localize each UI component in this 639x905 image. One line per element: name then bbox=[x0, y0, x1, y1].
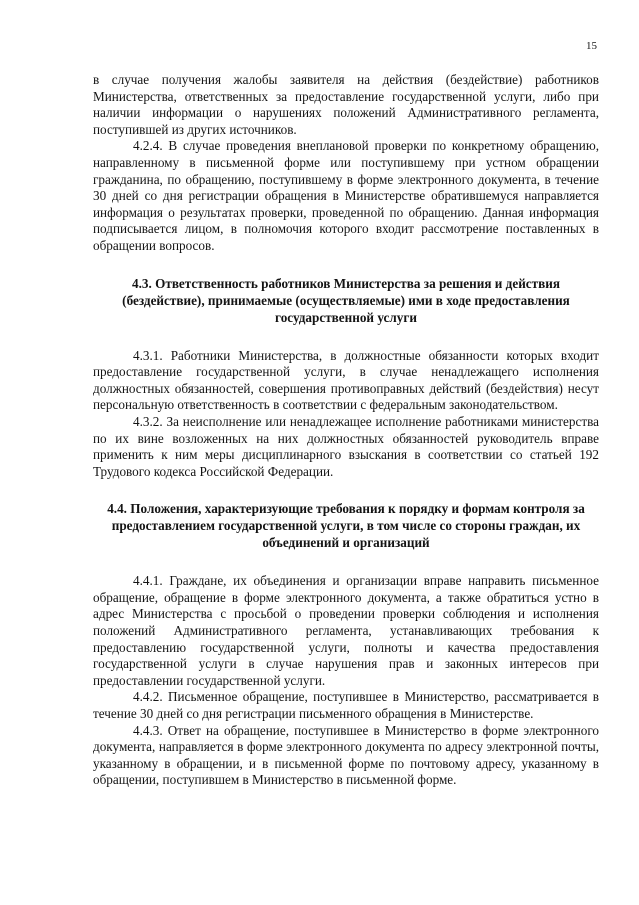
paragraph-4-3-2: 4.3.2. За неисполнение или ненадлежащее исполнение работниками министерства по их вине возложенных на них должностных обязанностей руководитель вправе применить к ним меры дисциплинарного взыскания в соответствии со статьей 192 Трудового кодекса Российской Федерации. bbox=[93, 413, 599, 479]
paragraph-4-4-3: 4.4.3. Ответ на обращение, поступившее в Министерство в форме электронного документа, направляется в форме электронного документа по адресу электронной почты, указанному в обращении, и в письменной форме по почтовому адресу, указанному в обращении, поступившем в Министерство в письменной форме. bbox=[93, 722, 599, 788]
document-body bbox=[93, 72, 599, 789]
paragraph-4-3-1: 4.3.1. Работники Министерства, в должностные обязанности которых входит предоставление государственной услуги, в случае ненадлежащего исполнения должностных обязанностей, совершения противоправных действий (бездействия) несут персональную ответственность в соответствии с федеральным законодательством. bbox=[93, 347, 599, 413]
paragraph-continuation: в случае получения жалобы заявителя на действия (бездействие) работников Министерства, ответственных за предоставление государственной услуги, либо при наличии информации о нарушениях положений Административного регламента, поступившей из других источников. bbox=[93, 72, 599, 137]
page-number: 15 bbox=[586, 40, 597, 52]
paragraph-4-4-2: 4.4.2. Письменное обращение, поступившее в Министерство, рассматривается в течение 30 дней со дня регистрации письменного обращения в Министерстве. bbox=[93, 689, 599, 722]
section-heading-4-3: 4.3. Ответственность работников Министерства за решения и действия (бездействие), принимаемые (осуществляемые) ими в ходе предоставления государственной услуги bbox=[122, 275, 570, 325]
section-heading-4-4: 4.4. Положения, характеризующие требования к порядку и формам контроля за предоставлением государственной услуги, в том числе со стороны граждан, их объединений и организаций bbox=[107, 501, 585, 551]
paragraph-4-4-1: 4.4.1. Граждане, их объединения и организации вправе направить письменное обращение, обращение в форме электронного документа, а также обратиться устно в адрес Министерства с просьбой о проведении проверки соблюдения и исполнения положений Административного регламента, устанавливающих требования к предоставлению государственной услуги, полноты и качества предоставления государственной услуги в случае нарушения прав и законных интересов при предоставлении государственной услуги. bbox=[93, 573, 599, 688]
paragraph-4-2-4: 4.2.4. В случае проведения внеплановой проверки по конкретному обращению, направленному в письменной форме или поступившему при устном обращении гражданина, по обращению, поступившему в форме электронного документа, в течение 30 дней со дня регистрации обращения в Министерстве обратившемуся направляется информация о результатах проверки, проведенной по обращению. Данная информация подписывается лицом, в полномочия которого входит рассмотрение поставленных в обращении вопросов. bbox=[93, 138, 599, 253]
